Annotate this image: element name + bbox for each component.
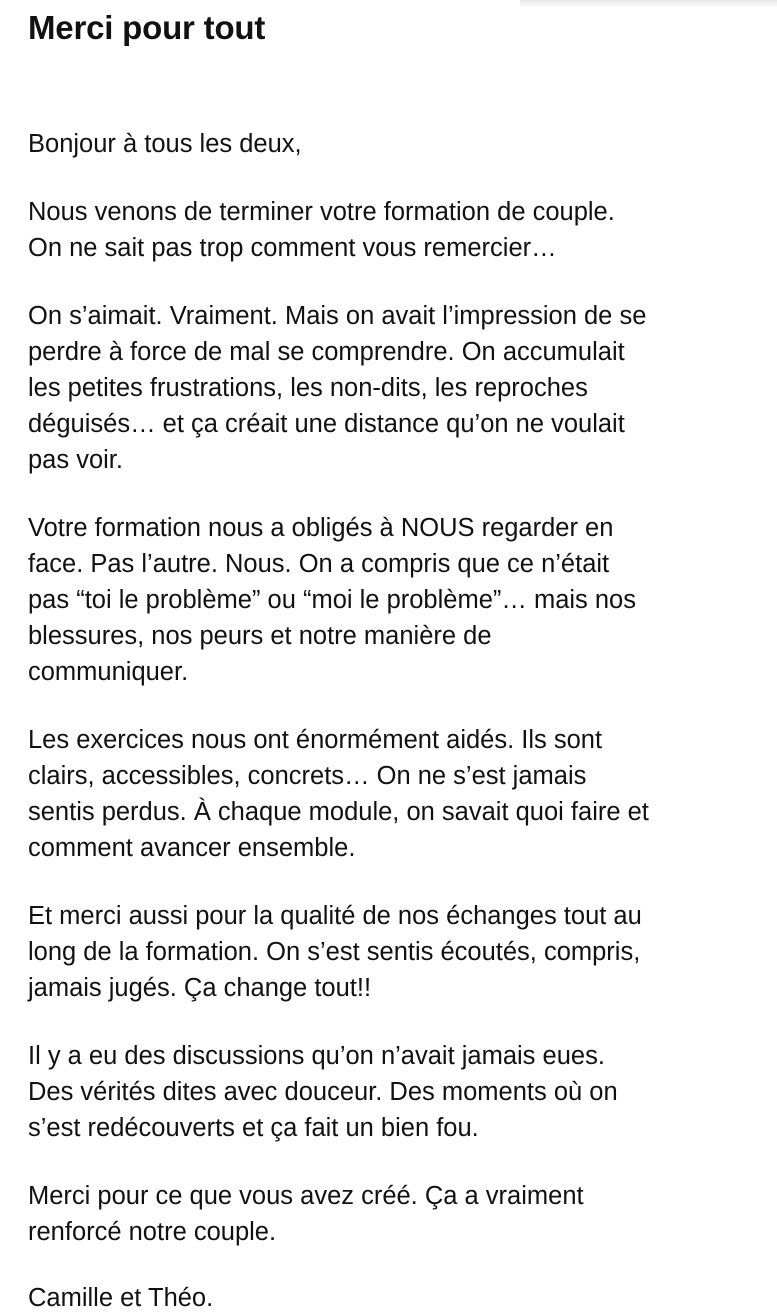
message-line: blessures, nos peurs et notre manière de — [28, 622, 492, 650]
top-edge-shadow — [520, 0, 777, 8]
message-line: face. Pas l’autre. Nous. On a compris que ce n’était — [28, 550, 610, 578]
message-line: Il y a eu des discussions qu’on n’avait jamais eues. — [28, 1042, 605, 1070]
message-line: Les exercices nous ont énormément aidés. Ils sont — [28, 726, 603, 754]
message-line: long de la formation. On s’est sentis écoutés, compris, — [28, 938, 641, 966]
message-line: Merci pour ce que vous avez créé. Ça a vraiment — [28, 1182, 584, 1210]
greeting-line: Bonjour à tous les deux, — [28, 130, 302, 158]
message-line: s’est redécouverts et ça fait un bien fou. — [28, 1114, 479, 1142]
message-line: On ne sait pas trop comment vous remercier… — [28, 234, 557, 262]
message-line: communiquer. — [28, 658, 189, 686]
message-line: clairs, accessibles, concrets… On ne s’est jamais — [28, 762, 587, 790]
message-paragraph-5 — [28, 898, 758, 1006]
message-line: jamais jugés. Ça change tout!! — [28, 974, 372, 1002]
message-paragraph-4 — [28, 722, 758, 866]
message-line: pas voir. — [28, 446, 123, 474]
message-paragraph-3 — [28, 510, 758, 690]
message-line: sentis perdus. À chaque module, on savait quoi faire et — [28, 798, 649, 826]
message-paragraph-6 — [28, 1038, 758, 1146]
message-line: Des vérités dites avec douceur. Des moments où on — [28, 1078, 618, 1106]
message-body — [28, 126, 758, 1316]
message-line: Nous venons de terminer votre formation de couple. — [28, 198, 615, 226]
greeting-paragraph — [28, 126, 758, 162]
message-title: Merci pour tout — [28, 9, 266, 46]
message-paragraph-1 — [28, 194, 758, 266]
message-line: On s’aimait. Vraiment. Mais on avait l’impression de se — [28, 302, 647, 330]
message-line: renforcé notre couple. — [28, 1218, 277, 1246]
message-line: les petites frustrations, les non-dits, les reproches — [28, 374, 588, 402]
message-line: Votre formation nous a obligés à NOUS regarder en — [28, 514, 614, 542]
message-line: déguisés… et ça créait une distance qu’on ne voulait — [28, 410, 625, 438]
message-line: pas “toi le problème” ou “moi le problème”… mais nos — [28, 586, 636, 614]
message-paragraph-2 — [28, 298, 758, 478]
message-paragraph-7 — [28, 1178, 758, 1250]
signature: Camille et Théo. — [28, 1284, 214, 1312]
message-line: comment avancer ensemble. — [28, 834, 356, 862]
message-line: Et merci aussi pour la qualité de nos échanges tout au — [28, 902, 642, 930]
message-line: perdre à force de mal se comprendre. On accumulait — [28, 338, 625, 366]
